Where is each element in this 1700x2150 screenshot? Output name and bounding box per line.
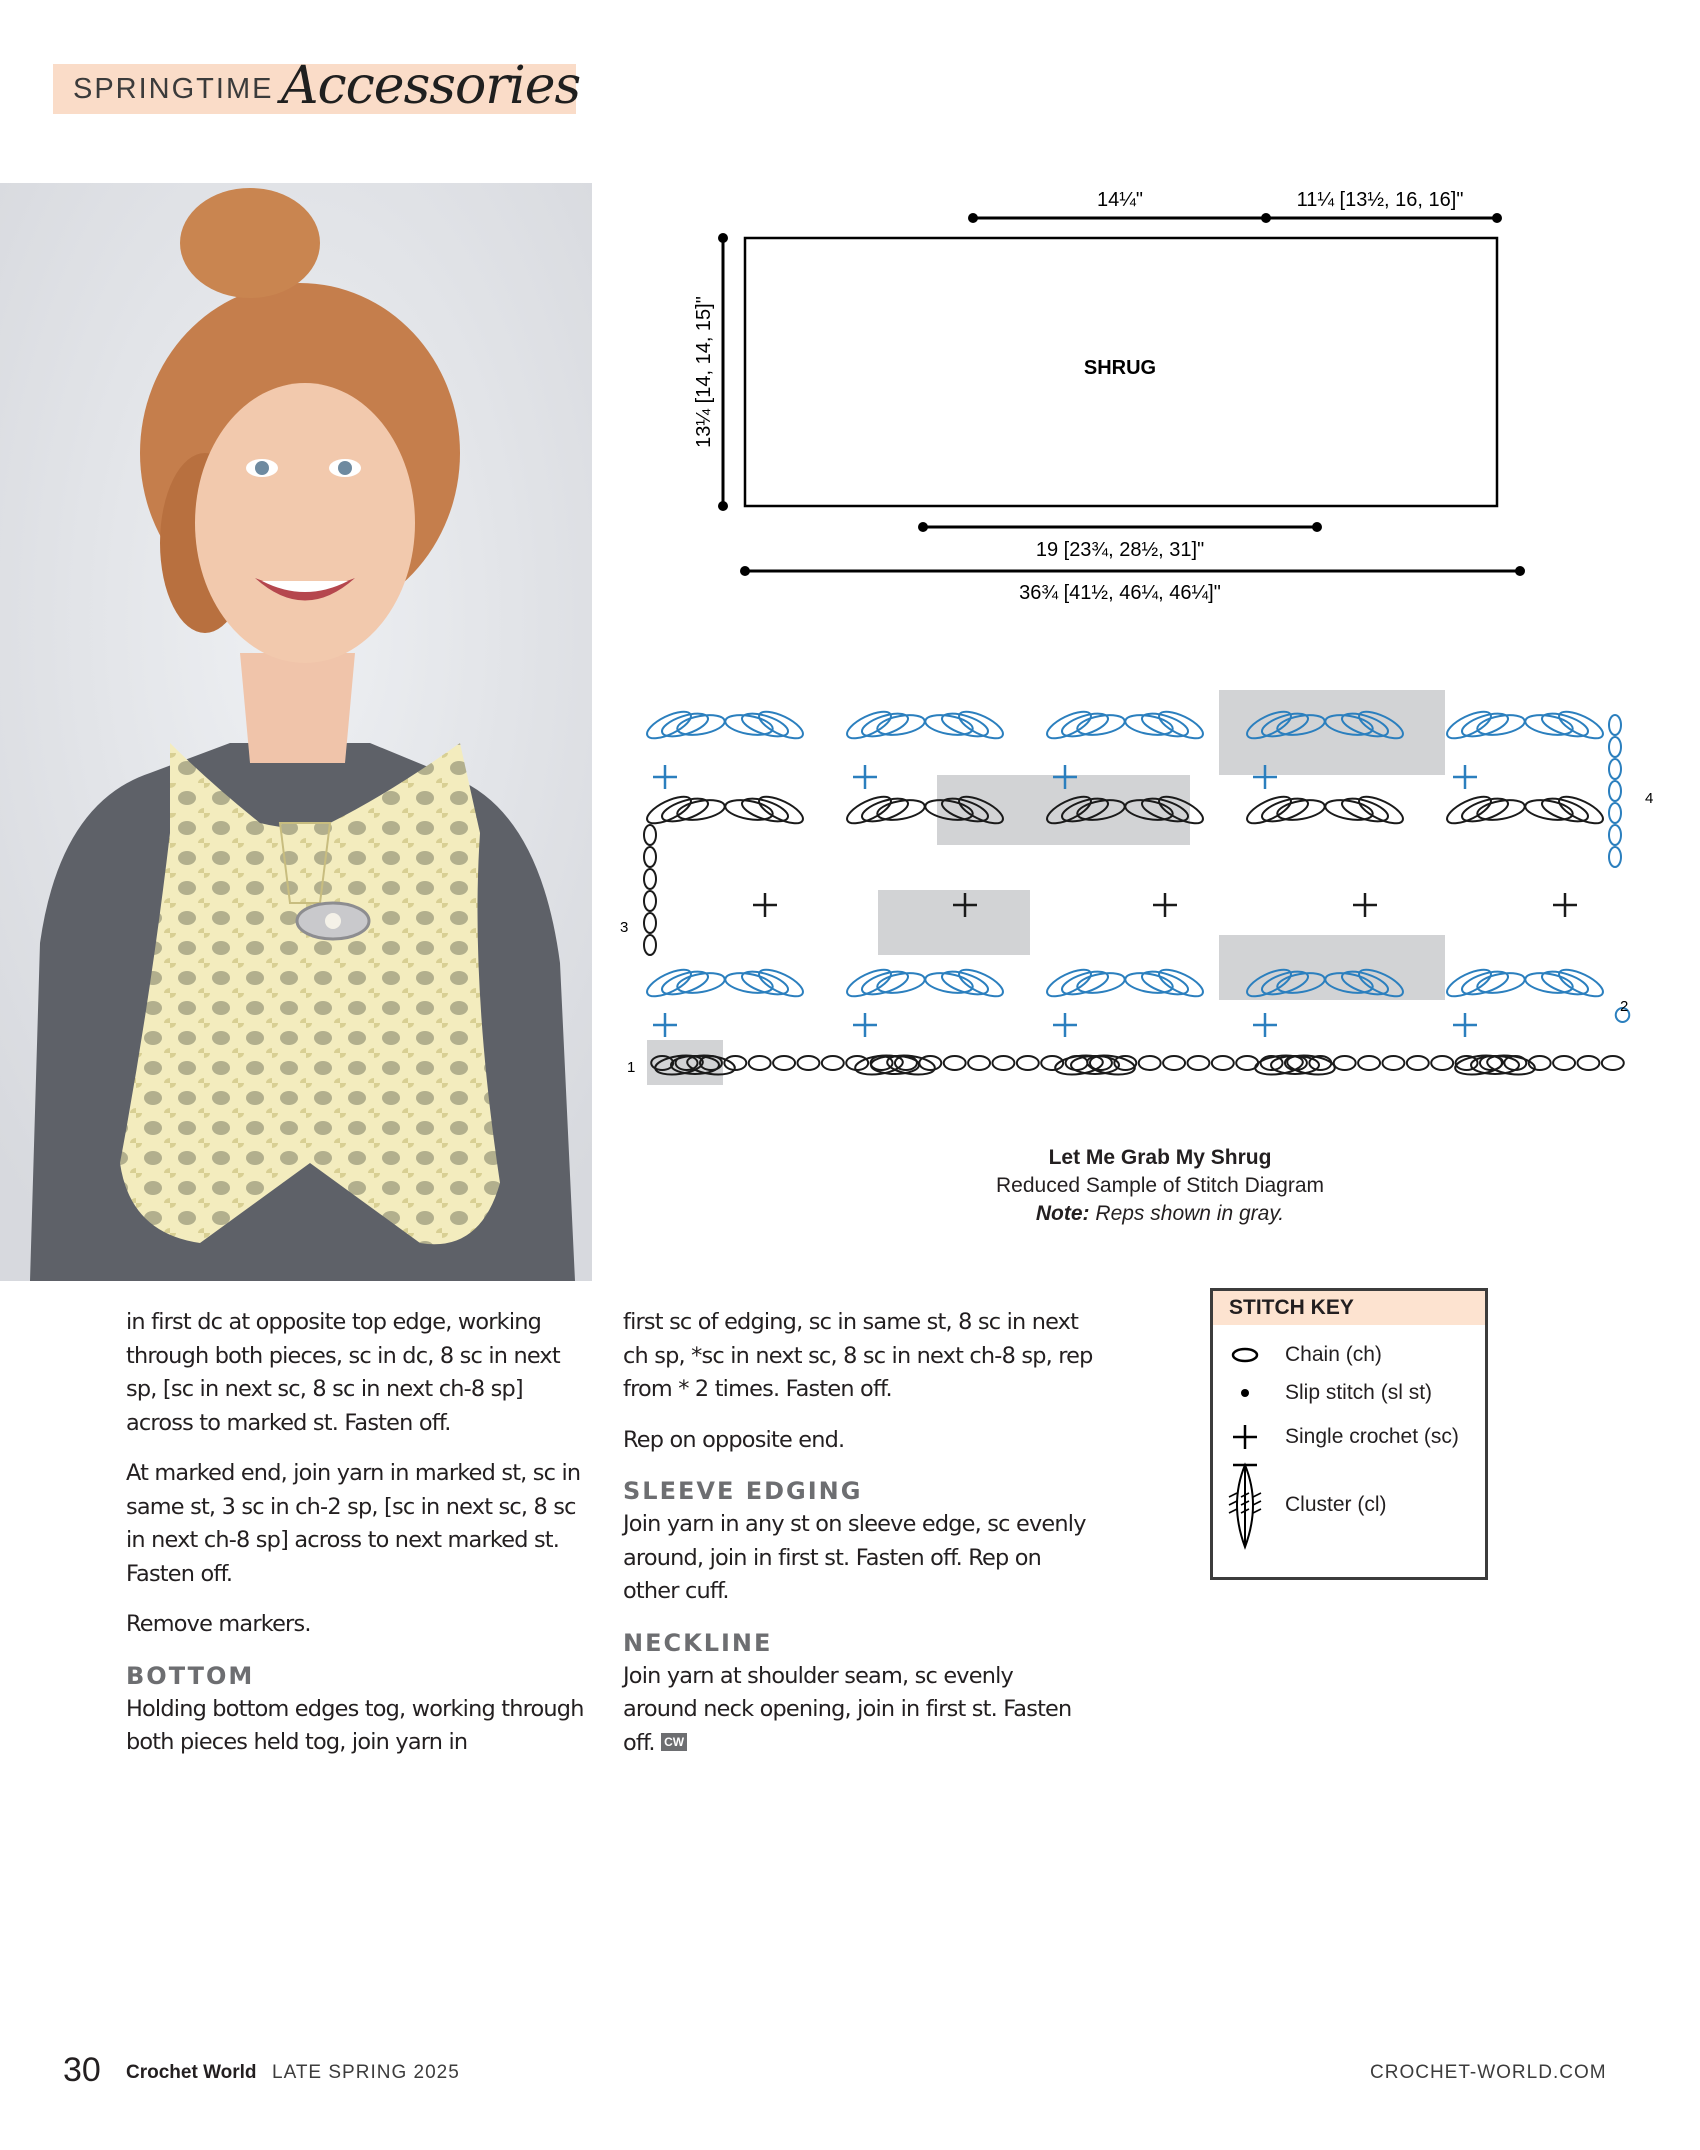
magazine-name: Crochet World bbox=[126, 2062, 257, 2083]
chain-stitch bbox=[1017, 1056, 1039, 1070]
diagram-title: Let Me Grab My Shrug bbox=[1048, 1146, 1272, 1169]
turning-chain bbox=[1609, 781, 1621, 801]
turning-chain bbox=[644, 935, 656, 955]
chain-stitch bbox=[944, 1056, 966, 1070]
turning-chain bbox=[1609, 737, 1621, 757]
banner-label: SPRINGTIME bbox=[73, 73, 274, 105]
cluster-stitch bbox=[1243, 791, 1294, 828]
chain-stitch bbox=[968, 1056, 990, 1070]
schematic-label: SHRUG bbox=[1083, 357, 1157, 379]
stitch-key-item bbox=[1213, 1337, 1485, 1377]
paragraph: At marked end, join yarn in marked st, sc in same st, 3 sc in ch-2 sp, [sc in next sc, 8 sc in next ch-8 sp] across to next marked st. Fasten off. bbox=[126, 1460, 581, 1587]
cluster-stitch bbox=[843, 706, 894, 743]
stitch-symbols bbox=[643, 706, 1629, 1077]
cluster-stitch bbox=[755, 706, 806, 743]
cluster-stitch bbox=[755, 964, 806, 1001]
text-column-1 bbox=[126, 1306, 596, 1777]
dim-top-right: 11¼ [13½, 16, 16]" bbox=[1296, 189, 1464, 211]
chain-stitch bbox=[1187, 1056, 1209, 1070]
section-banner bbox=[53, 56, 581, 116]
cluster-stitch bbox=[755, 791, 806, 828]
turning-chain bbox=[644, 825, 656, 845]
cluster-stitch bbox=[643, 791, 694, 828]
cluster-stitch bbox=[955, 706, 1006, 743]
model-photo bbox=[0, 183, 592, 1281]
banner-script-title: Accessories bbox=[281, 56, 581, 116]
chain-stitch bbox=[822, 1056, 844, 1070]
turning-chain bbox=[644, 913, 656, 933]
diagram-note-label: Note: bbox=[1035, 1202, 1090, 1225]
stitch-key bbox=[1210, 1288, 1488, 1580]
chain-stitch bbox=[1163, 1056, 1185, 1070]
paragraph: Join yarn in any st on sleeve edge, sc evenly around, join in first st. Fasten off. Rep on other cuff. bbox=[623, 1511, 1086, 1604]
chain-stitch bbox=[1139, 1056, 1161, 1070]
paragraph: Remove markers. bbox=[126, 1611, 311, 1637]
page-number: 30 bbox=[63, 2051, 101, 2089]
stitch-key-item bbox=[1213, 1375, 1485, 1415]
dim-bottom-outer: 36¾ [41½, 46¼, 46¼]" bbox=[1019, 582, 1221, 604]
cluster-icon bbox=[1223, 1459, 1267, 1559]
cluster-stitch bbox=[643, 964, 694, 1001]
slip-stitch-icon bbox=[1223, 1375, 1267, 1415]
turning-chain bbox=[1609, 715, 1621, 735]
cluster-stitch bbox=[843, 791, 894, 828]
dim-top-left: 14¼" bbox=[1096, 189, 1144, 211]
cluster-stitch bbox=[1443, 706, 1494, 743]
chain-stitch bbox=[1602, 1056, 1624, 1070]
end-mark-badge: CW bbox=[661, 1733, 687, 1751]
cluster-stitch bbox=[1043, 964, 1094, 1001]
cluster-stitch bbox=[1155, 964, 1206, 1001]
cluster-stitch bbox=[1555, 706, 1606, 743]
cluster-stitch bbox=[1155, 706, 1206, 743]
diagram-subtitle: Reduced Sample of Stitch Diagram bbox=[996, 1174, 1324, 1197]
section-heading-sleeve-edging: SLEEVE EDGING bbox=[623, 1477, 863, 1505]
chain-stitch bbox=[1577, 1056, 1599, 1070]
issue-date: LATE SPRING 2025 bbox=[272, 2062, 460, 2083]
cluster-stitch bbox=[643, 706, 694, 743]
repeat-shade bbox=[937, 775, 1190, 845]
section-heading-neckline: NECKLINE bbox=[623, 1628, 773, 1657]
chain-stitch bbox=[992, 1056, 1014, 1070]
turning-chain bbox=[1609, 759, 1621, 779]
dim-bottom-inner: 19 [23¾, 28½, 31]" bbox=[1035, 539, 1205, 561]
cluster-stitch bbox=[1355, 791, 1406, 828]
cluster-stitch bbox=[1555, 791, 1606, 828]
row-number-1: 1 bbox=[627, 1059, 636, 1076]
row-number-2: 2 bbox=[1620, 998, 1629, 1015]
shrug-schematic bbox=[690, 183, 1550, 623]
chain-stitch bbox=[1358, 1056, 1380, 1070]
stitch-key-label: Cluster (cl) bbox=[1285, 1493, 1387, 1516]
paragraph: first sc of edging, sc in same st, 8 sc in next ch sp, *sc in next sc, 8 sc in next ch-8 sp, rep from * 2 times. Fasten off. bbox=[623, 1309, 1093, 1402]
chain-stitch bbox=[1553, 1056, 1575, 1070]
cluster-stitch bbox=[1471, 1056, 1519, 1074]
chain-stitch bbox=[1212, 1056, 1234, 1070]
chain-stitch bbox=[749, 1056, 771, 1070]
diagram-note bbox=[810, 1202, 1510, 1226]
chain-stitch bbox=[797, 1056, 819, 1070]
cluster-stitch bbox=[843, 964, 894, 1001]
repeat-shade bbox=[1219, 690, 1445, 775]
paragraph: Holding bottom edges tog, working through both pieces held tog, join yarn in bbox=[126, 1695, 584, 1755]
repeat-shading bbox=[647, 690, 1445, 1085]
turning-chain bbox=[1609, 803, 1621, 823]
stitch-key-label: Slip stitch (sl st) bbox=[1285, 1381, 1433, 1404]
repeat-shade bbox=[878, 890, 1030, 955]
stitch-key-title: STITCH KEY bbox=[1213, 1291, 1485, 1325]
row-number-4: 4 bbox=[1645, 790, 1654, 807]
row-number-3: 3 bbox=[620, 919, 629, 936]
single-crochet-icon bbox=[1223, 1419, 1267, 1459]
website-link[interactable]: CROCHET-WORLD.COM bbox=[1370, 2062, 1607, 2083]
stitch-diagram bbox=[615, 665, 1655, 1135]
cluster-stitch bbox=[955, 964, 1006, 1001]
paragraph: in first dc at opposite top edge, working through both pieces, sc in dc, 8 sc in next sp, [sc in next sc, 8 sc in next ch-8 sp] across to marked st. Fasten off. bbox=[126, 1309, 560, 1436]
stitch-key-label: Single crochet (sc) bbox=[1285, 1425, 1459, 1448]
paragraph-text: Join yarn at shoulder seam, sc evenly around neck opening, join in first st. Fasten off. bbox=[623, 1662, 1072, 1756]
chain-stitch bbox=[773, 1056, 795, 1070]
paragraph: Rep on opposite end. bbox=[623, 1426, 845, 1453]
paragraph bbox=[623, 1660, 1093, 1761]
chain-stitch bbox=[1334, 1056, 1356, 1070]
chain-stitch bbox=[1431, 1056, 1453, 1070]
turning-chain bbox=[644, 869, 656, 889]
cluster-stitch bbox=[1443, 964, 1494, 1001]
diagram-note-text: Reps shown in gray. bbox=[1095, 1202, 1285, 1225]
section-heading-bottom: BOTTOM bbox=[126, 1661, 255, 1690]
turning-chain bbox=[644, 847, 656, 867]
cluster-stitch bbox=[1043, 706, 1094, 743]
chain-icon bbox=[1223, 1337, 1267, 1377]
stitch-key-label: Chain (ch) bbox=[1285, 1343, 1382, 1366]
text-column-2 bbox=[623, 1306, 1093, 1777]
dim-side: 13¼ [14, 14, 15]" bbox=[693, 296, 715, 448]
repeat-shade bbox=[1219, 935, 1445, 1000]
turning-chain bbox=[644, 891, 656, 911]
stitch-key-item bbox=[1213, 1419, 1485, 1459]
turning-chain bbox=[1609, 825, 1621, 845]
cluster-stitch bbox=[1555, 964, 1606, 1001]
turning-chain bbox=[1609, 847, 1621, 867]
cluster-stitch bbox=[1443, 791, 1494, 828]
cluster-stitch bbox=[1271, 1056, 1319, 1074]
stitch-key-item bbox=[1213, 1459, 1485, 1559]
chain-stitch bbox=[1407, 1056, 1429, 1070]
chain-stitch bbox=[1382, 1056, 1404, 1070]
